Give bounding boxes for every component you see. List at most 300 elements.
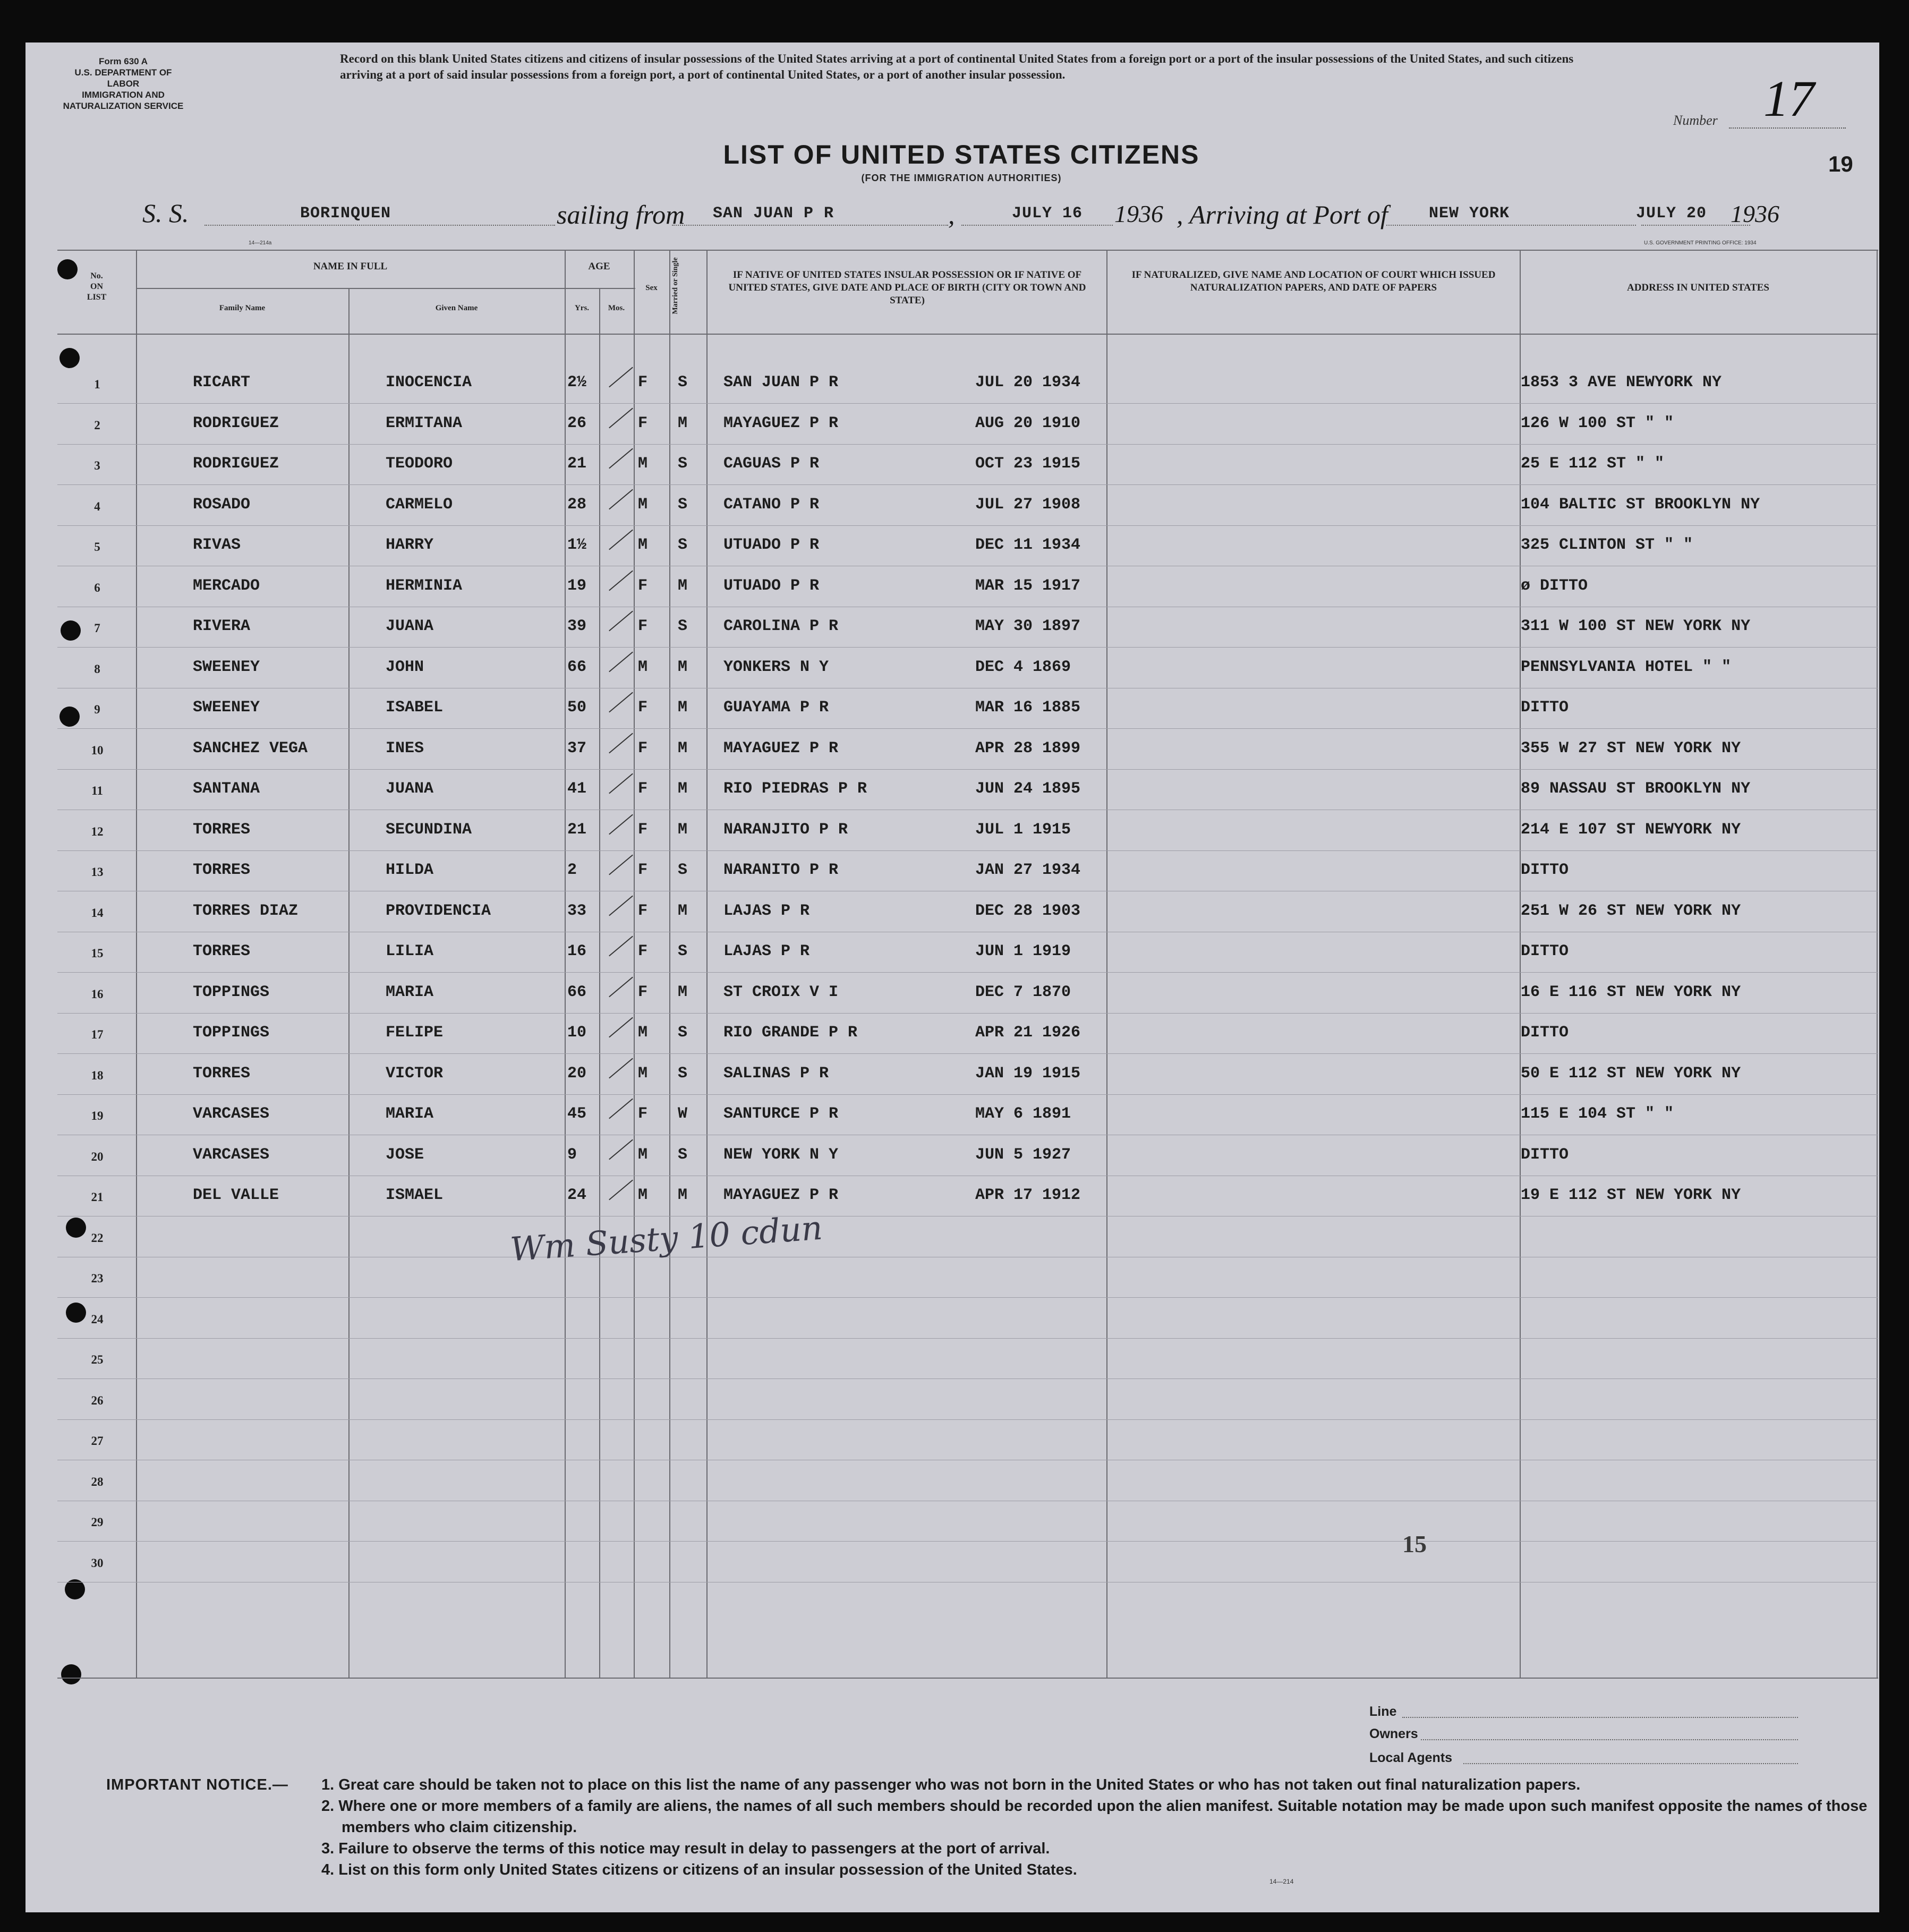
check-mark [609,448,633,469]
check-mark [609,489,633,510]
col-rule [565,250,566,1679]
age-years: 9 [567,1146,577,1164]
local-agents-label: Local Agents [1369,1750,1453,1765]
family-name: TORRES [193,861,251,879]
sex: F [638,983,648,1001]
family-name: SANCHEZ VEGA [193,739,308,758]
col-header-birthplace: IF NATIVE OF UNITED STATES INSULAR POSSESSION OR IF NATIVE OF UNITED STATES, GIVE DATE AND PLACE OF BIRTH (CITY OR TOWN AND STATE) [728,269,1086,306]
number-value: 17 [1763,70,1814,127]
given-name: INOCENCIA [386,373,472,391]
birth-date: JAN 19 1915 [975,1065,1081,1083]
us-address: DITTO [1521,861,1569,879]
family-name: RODRIGUEZ [193,455,279,473]
given-name: VICTOR [386,1065,444,1083]
check-mark [609,896,633,916]
birth-place: MAYAGUEZ P R [723,414,839,432]
age-years: 39 [567,617,587,635]
age-years: 28 [567,496,587,514]
check-mark [609,733,633,754]
notice-item: 3. Failure to observe the terms of this notice may result in delay to passengers at the port of arrival. [321,1840,1050,1857]
sex: F [638,902,648,920]
birth-place: NARANITO P R [723,861,839,879]
birth-date: JAN 27 1934 [975,861,1081,879]
given-name: JOSE [386,1146,424,1164]
row-number: 28 [91,1475,104,1488]
age-years: 20 [567,1065,587,1083]
sex: M [638,1146,648,1164]
family-name: TORRES [193,942,251,960]
sex: F [638,577,648,595]
birth-date: JUL 1 1915 [975,821,1071,839]
ss-label: S. S. [142,198,189,228]
arriving-label: , Arriving at Port of [1177,200,1388,229]
sex: F [638,739,648,758]
birth-place: MAYAGUEZ P R [723,1186,839,1204]
sex: F [638,821,648,839]
col-header-given-name: Given Name [435,304,478,312]
birth-place: LAJAS P R [723,942,810,960]
marital-status: M [678,902,688,920]
age-years: 26 [567,414,587,432]
birth-date: DEC 28 1903 [975,902,1081,920]
from-port-dots [672,225,948,226]
given-name: SECUNDINA [386,821,472,839]
birth-place: GUAYAMA P R [723,699,829,717]
birth-place: SANTURCE P R [723,1105,839,1123]
birth-date: JUL 27 1908 [975,496,1081,514]
col-header-married-single: Married or Single [671,257,679,314]
col-rule [669,250,670,1679]
row-rule [57,484,1878,485]
table-bottom-rule [57,1678,1878,1679]
family-name: TORRES [193,1065,251,1083]
birth-date: MAR 16 1885 [975,699,1081,717]
row-number: 14 [91,906,104,920]
age-years: 41 [567,780,587,798]
check-mark [609,571,633,591]
marital-status: S [678,455,688,473]
notice-item: 2. Where one or more members of a family are aliens, the names of all such members should be recorded upon the alien manifest. Suitable notation may be made upon such manifest opposite the names of those members who claim citizenship. [321,1798,1868,1836]
given-name: INES [386,739,424,758]
us-address: 325 CLINTON ST " " [1521,536,1693,554]
sex: M [638,455,648,473]
notice-items [321,1774,1909,1880]
age-years: 50 [567,699,587,717]
family-name: ROSADO [193,496,251,514]
check-mark [609,1017,633,1038]
age-years: 66 [567,658,587,676]
local-agents-dots [1463,1763,1798,1764]
birth-date: MAY 30 1897 [975,617,1081,635]
from-port: SAN JUAN P R [713,205,834,223]
check-mark [609,367,633,388]
row-number: 6 [94,581,100,594]
given-name: HARRY [386,536,434,554]
col-rule [1106,250,1107,1679]
given-name: JUANA [386,780,434,798]
family-name: RIVERA [193,617,251,635]
given-name: PROVIDENCIA [386,902,491,920]
number-label: Number [1673,113,1718,128]
marital-status: M [678,699,688,717]
birth-place: YONKERS N Y [723,658,829,676]
us-address: DITTO [1521,699,1569,717]
row-rule [57,525,1878,526]
given-name: MARIA [386,1105,434,1123]
birth-date: JUN 1 1919 [975,942,1071,960]
age-years: 66 [567,983,587,1001]
sex: F [638,373,648,391]
row-number: 19 [91,1109,104,1122]
family-name: TORRES DIAZ [193,902,299,920]
handwritten-note: Wm Susty 10 cdun [509,1208,824,1269]
row-number: 20 [91,1150,104,1163]
row-number: 24 [91,1313,104,1326]
sex: M [638,658,648,676]
depart-date-dots [961,225,1113,226]
birth-date: DEC 7 1870 [975,983,1071,1001]
row-number: 1 [94,378,100,391]
col-header-mos: Mos. [608,304,625,312]
check-mark [609,814,633,835]
family-name: SWEENEY [193,658,260,676]
row-number: 4 [94,500,100,513]
to-port: NEW YORK [1429,205,1510,223]
check-mark [609,530,633,550]
us-address: 16 E 116 ST NEW YORK NY [1521,983,1741,1001]
us-address: DITTO [1521,1146,1569,1164]
row-rule [57,1541,1878,1542]
row-number: 30 [91,1556,104,1570]
comma-1: , [948,200,955,229]
col-header-name-in-full: NAME IN FULL [313,261,388,272]
row-number: 7 [94,622,100,635]
us-address: 19 E 112 ST NEW YORK NY [1521,1186,1741,1204]
given-name: HILDA [386,861,434,879]
given-name: HERMINIA [386,577,463,595]
birth-date: JUN 5 1927 [975,1146,1071,1164]
row-rule [57,972,1878,973]
given-name: ERMITANA [386,414,463,432]
birth-place: UTUADO P R [723,577,820,595]
owners-label: Owners [1369,1726,1418,1741]
col-header-age: AGE [588,261,610,272]
sex: M [638,496,648,514]
name-group-rule [136,288,635,289]
col-header-no: No. ON LIST [87,271,107,302]
owners-dots [1421,1739,1798,1740]
to-port-dots [1386,225,1636,226]
row-number: 22 [91,1231,104,1245]
marital-status: M [678,1186,688,1204]
sex: F [638,780,648,798]
birth-date: MAR 15 1917 [975,577,1081,595]
birth-date: OCT 23 1915 [975,455,1081,473]
marital-status: S [678,1146,688,1164]
birth-place: CATANO P R [723,496,820,514]
row-number: 23 [91,1272,104,1285]
ship-name: BORINQUEN [300,205,391,223]
row-rule [57,1378,1878,1379]
row-rule [57,647,1878,648]
check-mark [609,1099,633,1119]
marital-status: W [678,1105,688,1123]
line-dots [1402,1717,1798,1718]
family-name: TORRES [193,821,251,839]
col-rule [706,250,708,1679]
family-name: VARCASES [193,1146,270,1164]
birth-place: UTUADO P R [723,536,820,554]
family-name: MERCADO [193,577,260,595]
age-years: 21 [567,821,587,839]
check-mark [609,408,633,429]
us-address: 251 W 26 ST NEW YORK NY [1521,902,1741,920]
row-rule [57,1297,1878,1298]
marital-status: M [678,983,688,1001]
col-header-naturalized: IF NATURALIZED, GIVE NAME AND LOCATION OF COURT WHICH ISSUED NATURALIZATION PAPERS, AND DATE OF PAPERS [1131,269,1496,293]
row-rule [57,444,1878,445]
row-number: 15 [91,947,104,960]
family-name: SANTANA [193,780,260,798]
marital-status: M [678,780,688,798]
row-number: 8 [94,662,100,676]
birth-date: APR 17 1912 [975,1186,1081,1204]
sex: M [638,1024,648,1042]
birth-date: MAY 6 1891 [975,1105,1071,1123]
us-address: ø DITTO [1521,577,1588,595]
row-number: 25 [91,1353,104,1366]
col-rule [348,288,350,1679]
birth-place: SALINAS P R [723,1065,829,1083]
age-years: 19 [567,577,587,595]
birth-date: JUN 24 1895 [975,780,1081,798]
col-rule [634,250,635,1679]
sex: F [638,1105,648,1123]
family-name: RICART [193,373,251,391]
age-years: 16 [567,942,587,960]
col-header-yrs: Yrs. [574,304,590,312]
row-rule [57,850,1878,851]
birth-date: APR 21 1926 [975,1024,1081,1042]
us-address: 89 NASSAU ST BROOKLYN NY [1521,780,1751,798]
marital-status: S [678,1065,688,1083]
birth-date: APR 28 1899 [975,739,1081,758]
birth-date: DEC 11 1934 [975,536,1081,554]
row-rule [57,769,1878,770]
row-number: 21 [91,1190,104,1204]
birth-place: SAN JUAN P R [723,373,839,391]
age-years: 45 [567,1105,587,1123]
check-mark [609,1058,633,1079]
check-mark [609,773,633,794]
line-label: Line [1369,1704,1397,1719]
row-number: 16 [91,988,104,1001]
marital-status: M [678,577,688,595]
birth-place: NARANJITO P R [723,821,848,839]
col-rule [1877,250,1878,1679]
age-years: 2½ [567,373,587,391]
header-bottom-rule [57,334,1878,335]
age-years: 10 [567,1024,587,1042]
sex: F [638,699,648,717]
given-name: TEODORO [386,455,453,473]
col-header-family-name: Family Name [219,304,266,312]
row-number: 27 [91,1434,104,1448]
col-header-address: ADDRESS IN UNITED STATES [1626,282,1769,293]
sex: M [638,1065,648,1083]
marital-status: S [678,496,688,514]
check-mark [609,855,633,875]
page-number: 19 [1828,151,1853,176]
sex: F [638,942,648,960]
row-rule [57,403,1878,404]
stamp-number: 15 [1402,1530,1427,1557]
birth-place: NEW YORK N Y [723,1146,839,1164]
page-subtitle: (FOR THE IMMIGRATION AUTHORITIES) [861,173,1062,183]
arrive-date: JULY 20 [1636,205,1707,223]
sailing-from-label: sailing from [557,200,685,229]
family-name: VARCASES [193,1105,270,1123]
us-address: 311 W 100 ST NEW YORK NY [1521,617,1751,635]
sex: M [638,536,648,554]
depart-date: JULY 16 [1012,205,1083,223]
given-name: MARIA [386,983,434,1001]
notice-item: 4. List on this form only United States citizens or citizens of an insular possession of the United States. [321,1861,1077,1878]
marital-status: S [678,536,688,554]
us-address: 214 E 107 ST NEWYORK NY [1521,821,1741,839]
birth-date: AUG 20 1910 [975,414,1081,432]
birth-place: CAGUAS P R [723,455,820,473]
printer-note: U.S. GOVERNMENT PRINTING OFFICE: 1934 [1644,240,1757,246]
us-address: DITTO [1521,942,1569,960]
instructions-text: Record on this blank United States citizens and citizens of insular possessions of the United States arriving at a port of continental United States from a foreign port or a port of the insular possessions of the United States, and such citizens arriving at a port of said insular possessions from a foreign port, a port of continental United States, or a port of another insular possession. [340,52,1574,81]
birth-place: RIO PIEDRAS P R [723,780,867,798]
check-mark [609,1180,633,1201]
row-rule [57,1013,1878,1014]
age-group-rule [565,288,634,289]
check-mark [609,936,633,957]
family-name: TOPPINGS [193,983,270,1001]
arrive-year: 1936 [1731,200,1779,227]
sex: F [638,617,648,635]
row-number: 5 [94,540,100,554]
us-address: DITTO [1521,1024,1569,1042]
age-years: 24 [567,1186,587,1204]
marital-status: M [678,821,688,839]
us-address: 1853 3 AVE NEWYORK NY [1521,373,1722,391]
age-years: 33 [567,902,587,920]
given-name: FELIPE [386,1024,444,1042]
us-address: PENNSYLVANIA HOTEL " " [1521,658,1732,676]
marital-status: S [678,373,688,391]
birth-date: DEC 4 1869 [975,658,1071,676]
notice-lead: IMPORTANT NOTICE.— [106,1776,288,1793]
row-number: 26 [91,1394,104,1407]
us-address: 355 W 27 ST NEW YORK NY [1521,739,1741,758]
marital-status: S [678,1024,688,1042]
age-years: 21 [567,455,587,473]
given-name: CARMELO [386,496,453,514]
ship-dots [204,225,555,226]
row-rule [57,1094,1878,1095]
row-number: 3 [94,459,100,472]
row-rule [57,1053,1878,1054]
family-name: RODRIGUEZ [193,414,279,432]
given-name: JUANA [386,617,434,635]
col-rule [599,288,600,1679]
age-years: 2 [567,861,577,879]
row-number: 13 [91,865,104,879]
check-mark [609,611,633,632]
row-number: 17 [91,1028,104,1041]
given-name: ISMAEL [386,1186,444,1204]
col-header-sex: Sex [645,284,658,292]
us-address: 25 E 112 ST " " [1521,455,1665,473]
family-name: RIVAS [193,536,241,554]
check-mark [609,1139,633,1160]
form-id: Form 630 A U.S. DEPARTMENT OF LABOR IMMIGRATION AND NATURALIZATION SERVICE [63,56,184,111]
family-name: DEL VALLE [193,1186,279,1204]
check-mark [609,692,633,713]
family-name: SWEENEY [193,699,260,717]
row-number: 10 [91,744,104,757]
sex: M [638,1186,648,1204]
col-rule [136,250,137,1679]
row-number: 9 [94,703,100,716]
birth-place: LAJAS P R [723,902,810,920]
birth-place: MAYAGUEZ P R [723,739,839,758]
row-number: 12 [91,825,104,838]
print-code: 14—214a [249,240,272,246]
row-number: 29 [91,1516,104,1529]
marital-status: S [678,942,688,960]
sex: F [638,861,648,879]
age-years: 37 [567,739,587,758]
marital-status: S [678,861,688,879]
us-address: 115 E 104 ST " " [1521,1105,1674,1123]
given-name: LILIA [386,942,434,960]
marital-status: S [678,617,688,635]
sex: F [638,414,648,432]
age-years: 1½ [567,536,587,554]
given-name: JOHN [386,658,424,676]
us-address: 126 W 100 ST " " [1521,414,1674,432]
us-address: 104 BALTIC ST BROOKLYN NY [1521,496,1760,514]
birth-date: JUL 20 1934 [975,373,1081,391]
given-name: ISABEL [386,699,444,717]
family-name: TOPPINGS [193,1024,270,1042]
birth-place: ST CROIX V I [723,983,839,1001]
footer-code: 14—214 [1269,1878,1294,1885]
depart-year: 1936 [1114,200,1163,227]
check-mark [609,652,633,673]
notice-item: 1. Great care should be taken not to place on this list the name of any passenger who was not born in the United States or who has not taken out final naturalization papers. [321,1776,1581,1793]
row-number: 2 [94,419,100,432]
row-rule [57,1338,1878,1339]
marital-status: M [678,739,688,758]
page-title: LIST OF UNITED STATES CITIZENS [723,140,1200,169]
us-address: 50 E 112 ST NEW YORK NY [1521,1065,1741,1083]
table-top-rule [57,250,1878,251]
marital-status: M [678,414,688,432]
row-rule [57,1419,1878,1420]
passenger-table [57,250,1878,1679]
row-number: 18 [91,1069,104,1082]
birth-place: CAROLINA P R [723,617,839,635]
birth-place: RIO GRANDE P R [723,1024,858,1042]
row-number: 11 [91,784,103,797]
check-mark [609,977,633,998]
